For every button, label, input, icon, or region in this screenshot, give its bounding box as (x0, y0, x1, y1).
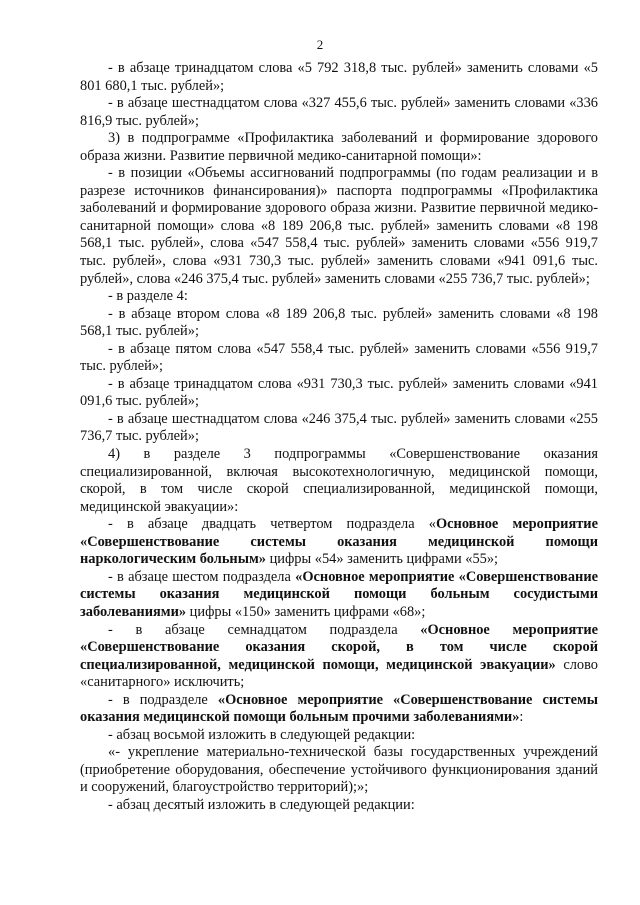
paragraph (80, 341, 598, 376)
paragraph (80, 165, 598, 288)
paragraph (80, 692, 598, 727)
text-segment: - в абзаце втором слова «8 189 206,8 тыс. рублей» заменить словами «8 198 568,1 тыс. рублей»; (80, 305, 598, 340)
paragraph (80, 446, 598, 516)
bold-text-segment: Основное мероприятие «Совершенствование системы оказания медицинской помощи наркологическим больным» (80, 516, 598, 568)
paragraph (80, 60, 598, 95)
paragraph (80, 95, 598, 130)
text-segment: 3) в подпрограмме «Профилактика заболеваний и формирование здорового образа жизни. Развитие первичной медико-санитарной помощи»: (80, 130, 598, 164)
text-segment: - в абзаце тринадцатом слова «931 730,3 тыс. рублей» заменить словами «941 091,6 тыс. рублей»; (80, 375, 598, 410)
paragraph (80, 744, 598, 797)
text-segment: : (519, 709, 524, 726)
paragraph (80, 622, 598, 692)
text-segment: 4) в разделе 3 подпрограммы «Совершенствование оказания специализированной, включая высокотехнологичную, медицинской помощи, скорой, в том числе скорой специализированной, медицинской помощи, медицинской эвакуации»: (80, 446, 598, 515)
text-segment: - в подразделе (108, 691, 218, 708)
text-segment: «- укрепление материально-технической базы государственных учреждений (приобретение оборудования, обеспечение устойчивого функционирования зданий и сооружений, благоустройство территорий);»; (80, 744, 598, 796)
paragraph (80, 797, 598, 815)
text-segment: - абзац десятый изложить в следующей редакции: (108, 796, 415, 813)
text-segment: - в разделе 4: (108, 288, 188, 305)
text-segment: - в абзаце пятом слова «547 558,4 тыс. рублей» заменить словами «556 919,7 тыс. рублей»; (80, 340, 598, 375)
bold-text-segment: «Основное мероприятие «Совершенствование системы оказания медицинской помощи больным прочими заболеваниями» (80, 691, 599, 726)
text-segment: - в абзаце двадцать четвертом подраздела « (108, 516, 436, 533)
text-segment: - абзац восьмой изложить в следующей редакции: (108, 726, 416, 743)
page-number: 2 (316, 37, 324, 52)
paragraph (80, 411, 598, 446)
bold-text-segment: «Основное мероприятие «Совершенствование системы оказания медицинской помощи больным сосудистыми заболеваниями» (80, 568, 598, 620)
text-segment: цифры «54» заменить цифрами «55»; (265, 551, 499, 568)
paragraph (80, 288, 598, 306)
text-segment: - в абзаце шестнадцатом слова «246 375,4 тыс. рублей» заменить словами «255 736,7 тыс. рублей»; (80, 410, 598, 445)
paragraph (80, 516, 598, 569)
text-segment: - в абзаце шестом подраздела (108, 568, 296, 585)
text-segment: - в абзаце тринадцатом слова «5 792 318,8 тыс. рублей» заменить словами «5 801 680,1 тыс. рублей»; (80, 60, 598, 94)
paragraph (80, 727, 598, 745)
text-segment: цифры «150» заменить цифрами «68»; (186, 603, 426, 620)
text-segment: - в позиции «Объемы ассигнований подпрограммы (по годам реализации и в разрезе источников финансирования)» паспорта подпрограммы «Профилактика заболеваний и формирование здорового образа жизни. Развитие первичной медико-санитарной помощи» слова «8 189 206,8 тыс. рублей» заменить словами «8 198 568,1 тыс. рублей», слова «547 558,4 тыс. рублей» заменить словами «556 919,7 тыс. рублей», слова «931 730,3 тыс. рублей» заменить словами «941 091,6 тыс. рублей», слова «246 375,4 тыс. рублей» заменить словами «255 736,7 тыс. рублей»; (80, 165, 598, 287)
text-segment: - в абзаце шестнадцатом слова «327 455,6 тыс. рублей» заменить словами «336 816,9 тыс. рублей»; (80, 95, 598, 129)
paragraph (80, 376, 598, 411)
paragraph (80, 569, 598, 622)
text-segment: слово «санитарного» исключить; (80, 656, 598, 691)
bold-text-segment: «Основное мероприятие «Совершенствование оказания скорой, в том числе скорой специализированной, медицинской помощи, медицинской эвакуации» (80, 621, 599, 673)
paragraph (80, 130, 598, 165)
paragraph (80, 306, 598, 341)
text-segment: - в абзаце семнадцатом подраздела (108, 621, 421, 638)
document-body (80, 60, 598, 815)
